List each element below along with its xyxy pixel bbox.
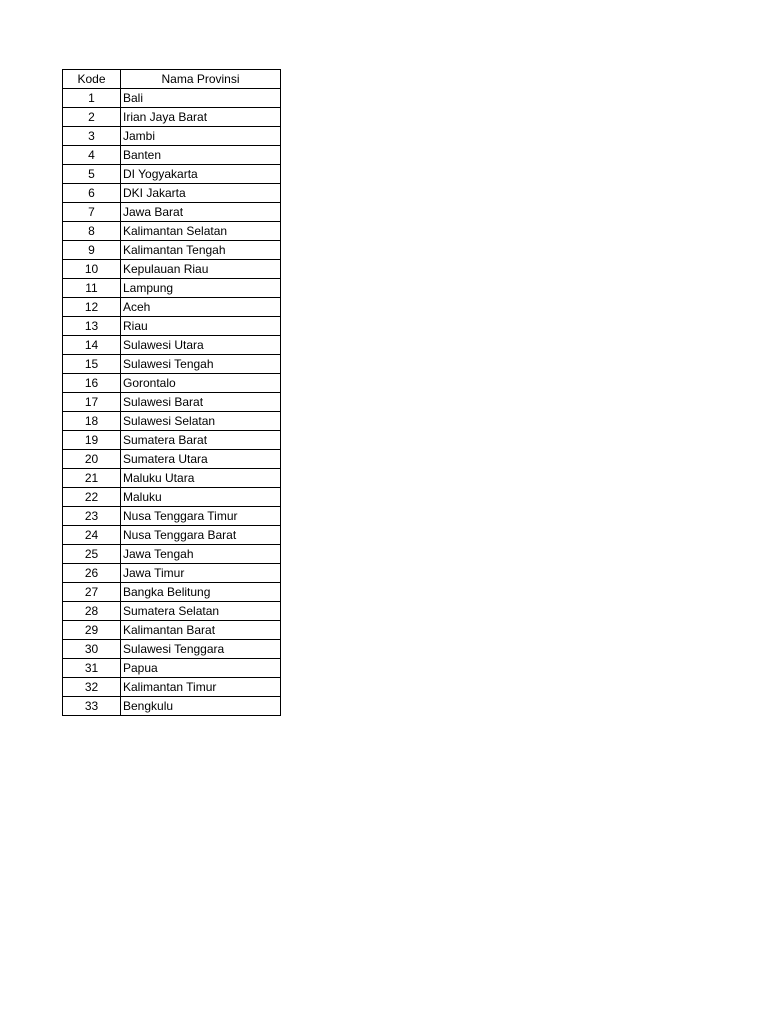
cell-kode: 5 bbox=[63, 165, 121, 184]
table-row bbox=[63, 184, 281, 203]
cell-kode: 3 bbox=[63, 127, 121, 146]
cell-kode: 29 bbox=[63, 621, 121, 640]
cell-nama-provinsi: DI Yogyakarta bbox=[121, 165, 281, 184]
table-row bbox=[63, 412, 281, 431]
table-row bbox=[63, 545, 281, 564]
cell-kode: 25 bbox=[63, 545, 121, 564]
cell-nama-provinsi: Sulawesi Selatan bbox=[121, 412, 281, 431]
cell-nama-provinsi: Sulawesi Barat bbox=[121, 393, 281, 412]
cell-nama-provinsi: Sulawesi Tengah bbox=[121, 355, 281, 374]
table-row bbox=[63, 393, 281, 412]
table-row bbox=[63, 602, 281, 621]
cell-nama-provinsi: Bangka Belitung bbox=[121, 583, 281, 602]
cell-nama-provinsi: Jawa Tengah bbox=[121, 545, 281, 564]
cell-kode: 2 bbox=[63, 108, 121, 127]
cell-kode: 12 bbox=[63, 298, 121, 317]
table-header bbox=[63, 70, 281, 89]
cell-nama-provinsi: Sumatera Utara bbox=[121, 450, 281, 469]
table-row bbox=[63, 488, 281, 507]
table-row bbox=[63, 279, 281, 298]
cell-kode: 14 bbox=[63, 336, 121, 355]
cell-kode: 30 bbox=[63, 640, 121, 659]
cell-kode: 20 bbox=[63, 450, 121, 469]
cell-nama-provinsi: Aceh bbox=[121, 298, 281, 317]
table-row bbox=[63, 431, 281, 450]
cell-kode: 31 bbox=[63, 659, 121, 678]
table-row bbox=[63, 241, 281, 260]
cell-nama-provinsi: Jawa Barat bbox=[121, 203, 281, 222]
table-row bbox=[63, 127, 281, 146]
table-body bbox=[63, 89, 281, 716]
cell-kode: 19 bbox=[63, 431, 121, 450]
cell-nama-provinsi: Lampung bbox=[121, 279, 281, 298]
cell-nama-provinsi: Kalimantan Selatan bbox=[121, 222, 281, 241]
cell-nama-provinsi: Irian Jaya Barat bbox=[121, 108, 281, 127]
cell-nama-provinsi: Sulawesi Tenggara bbox=[121, 640, 281, 659]
cell-nama-provinsi: Bengkulu bbox=[121, 697, 281, 716]
cell-kode: 17 bbox=[63, 393, 121, 412]
cell-kode: 13 bbox=[63, 317, 121, 336]
cell-nama-provinsi: Bali bbox=[121, 89, 281, 108]
header-nama-provinsi: Nama Provinsi bbox=[121, 70, 281, 89]
cell-kode: 32 bbox=[63, 678, 121, 697]
cell-nama-provinsi: Kepulauan Riau bbox=[121, 260, 281, 279]
table-row bbox=[63, 564, 281, 583]
cell-nama-provinsi: Nusa Tenggara Barat bbox=[121, 526, 281, 545]
cell-nama-provinsi: Maluku bbox=[121, 488, 281, 507]
cell-nama-provinsi: Sulawesi Utara bbox=[121, 336, 281, 355]
cell-kode: 9 bbox=[63, 241, 121, 260]
table-row bbox=[63, 317, 281, 336]
cell-nama-provinsi: DKI Jakarta bbox=[121, 184, 281, 203]
province-table bbox=[62, 69, 281, 716]
cell-kode: 33 bbox=[63, 697, 121, 716]
table-row bbox=[63, 222, 281, 241]
table-row bbox=[63, 697, 281, 716]
cell-kode: 22 bbox=[63, 488, 121, 507]
table-row bbox=[63, 678, 281, 697]
table-row bbox=[63, 374, 281, 393]
table-row bbox=[63, 89, 281, 108]
cell-nama-provinsi: Riau bbox=[121, 317, 281, 336]
table-row bbox=[63, 203, 281, 222]
table-row bbox=[63, 583, 281, 602]
cell-kode: 26 bbox=[63, 564, 121, 583]
cell-nama-provinsi: Jawa Timur bbox=[121, 564, 281, 583]
cell-kode: 4 bbox=[63, 146, 121, 165]
province-table-container bbox=[62, 69, 281, 716]
cell-kode: 8 bbox=[63, 222, 121, 241]
cell-nama-provinsi: Gorontalo bbox=[121, 374, 281, 393]
cell-nama-provinsi: Nusa Tenggara Timur bbox=[121, 507, 281, 526]
table-row bbox=[63, 659, 281, 678]
cell-nama-provinsi: Jambi bbox=[121, 127, 281, 146]
cell-nama-provinsi: Sumatera Selatan bbox=[121, 602, 281, 621]
cell-nama-provinsi: Kalimantan Barat bbox=[121, 621, 281, 640]
table-row bbox=[63, 640, 281, 659]
table-row bbox=[63, 165, 281, 184]
cell-kode: 1 bbox=[63, 89, 121, 108]
cell-nama-provinsi: Maluku Utara bbox=[121, 469, 281, 488]
cell-kode: 28 bbox=[63, 602, 121, 621]
table-row bbox=[63, 507, 281, 526]
cell-kode: 7 bbox=[63, 203, 121, 222]
table-row bbox=[63, 526, 281, 545]
header-row bbox=[63, 70, 281, 89]
table-row bbox=[63, 260, 281, 279]
cell-kode: 6 bbox=[63, 184, 121, 203]
cell-nama-provinsi: Kalimantan Tengah bbox=[121, 241, 281, 260]
cell-nama-provinsi: Papua bbox=[121, 659, 281, 678]
cell-kode: 24 bbox=[63, 526, 121, 545]
table-row bbox=[63, 336, 281, 355]
cell-kode: 16 bbox=[63, 374, 121, 393]
table-row bbox=[63, 355, 281, 374]
cell-nama-provinsi: Banten bbox=[121, 146, 281, 165]
cell-kode: 18 bbox=[63, 412, 121, 431]
cell-kode: 10 bbox=[63, 260, 121, 279]
cell-kode: 27 bbox=[63, 583, 121, 602]
header-kode: Kode bbox=[63, 70, 121, 89]
cell-kode: 11 bbox=[63, 279, 121, 298]
table-row bbox=[63, 450, 281, 469]
table-row bbox=[63, 146, 281, 165]
table-row bbox=[63, 469, 281, 488]
cell-nama-provinsi: Sumatera Barat bbox=[121, 431, 281, 450]
table-row bbox=[63, 621, 281, 640]
table-row bbox=[63, 298, 281, 317]
cell-kode: 23 bbox=[63, 507, 121, 526]
cell-kode: 21 bbox=[63, 469, 121, 488]
cell-nama-provinsi: Kalimantan Timur bbox=[121, 678, 281, 697]
cell-kode: 15 bbox=[63, 355, 121, 374]
table-row bbox=[63, 108, 281, 127]
